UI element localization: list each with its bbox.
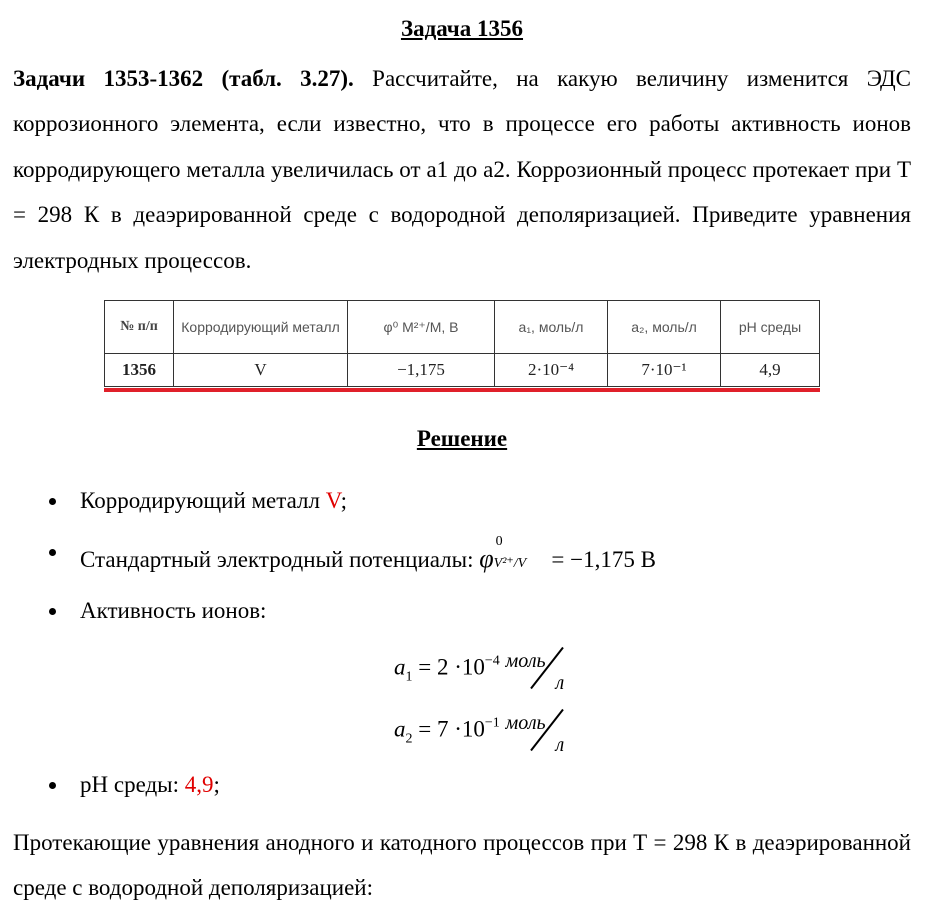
- ph-value: 4,9: [184, 772, 214, 797]
- header-ph: pH среды: [721, 301, 820, 354]
- phi-symbol: φ: [479, 544, 494, 573]
- potential-label: Стандартный электродный потенциалы:: [80, 547, 480, 572]
- cell-a2: 7·10⁻¹: [608, 354, 721, 387]
- table-underline: [104, 388, 820, 392]
- formula-a2: $a_2 = 7 \cdot 10^{-1}$ моль л: [394, 708, 580, 754]
- cell-metal: V: [174, 354, 348, 387]
- problem-title: Задача 1356: [400, 16, 524, 41]
- header-number: № п/п: [105, 301, 174, 354]
- header-a2: a₂, моль/л: [608, 301, 721, 354]
- ph-label: pH среды:: [80, 772, 185, 797]
- metal-end: ;: [340, 488, 348, 513]
- header-a1: a₁, моль/л: [495, 301, 608, 354]
- metal-value: V: [325, 488, 341, 513]
- metal-label: Корродирующий металл: [80, 488, 326, 513]
- bullet-dot: [49, 608, 56, 615]
- cell-potential: −1,175: [348, 354, 495, 387]
- cell-a1: 2·10⁻⁴: [495, 354, 608, 387]
- solution-title: Решение: [416, 426, 508, 451]
- cell-ph: 4,9: [721, 354, 820, 387]
- table-row: [105, 354, 820, 387]
- header-potential: φ⁰ M²⁺/M, В: [348, 301, 495, 354]
- problem-statement: [13, 56, 911, 283]
- unit-fraction: моль л: [506, 708, 580, 754]
- cell-number: 1356: [105, 354, 174, 387]
- problem-ref: Задачи 1353-1362 (табл. 3.27).: [13, 66, 354, 91]
- process-intro-text: Протекающие уравнения анодного и катодного процессов при Т = 298 К в деаэрированной среде с водородной деполяризацией:: [13, 830, 911, 900]
- ph-end: ;: [213, 772, 220, 797]
- phi-sup: 0: [495, 534, 503, 549]
- header-metal: Корродирующий металл: [174, 301, 348, 354]
- table-header-row: [105, 301, 820, 354]
- bullet-dot: [49, 549, 56, 556]
- potential-value: = −1,175 В: [551, 547, 656, 572]
- phi-sub: V²⁺/V: [493, 556, 527, 571]
- reference-table-image: [104, 300, 820, 387]
- formula-a1: $a_1 = 2 \cdot 10^{-4}$ моль л: [394, 646, 580, 692]
- reference-table: [104, 300, 820, 387]
- problem-text: Рассчитайте, на какую величину изменится ЭДС коррозионного элемента, если известно, что в процессе его работы активность ионов корродирующего металла увеличилась от a1 до a2. Коррозионный процесс протекает при Т = 298 К в деаэрированной среде с водородной деполяризацией. Приведите уравнения электродных процессов.: [13, 66, 912, 273]
- unit-fraction: моль л: [506, 646, 580, 692]
- bullet-dot: [49, 498, 56, 505]
- activity-label: Активность ионов:: [80, 598, 267, 623]
- bullet-dot: [49, 782, 56, 789]
